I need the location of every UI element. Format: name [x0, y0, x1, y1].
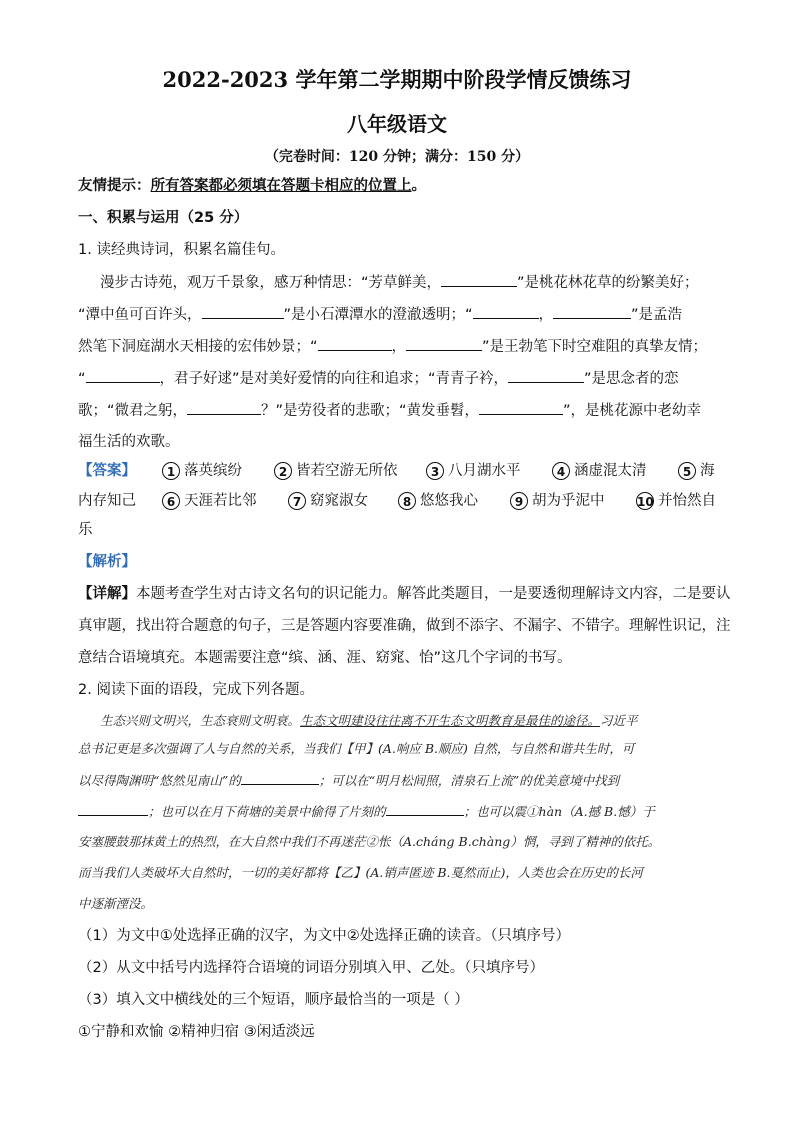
- section-heading: 一、积累与运用（25 分）: [78, 210, 249, 226]
- answer-blank[interactable]: [553, 304, 631, 319]
- answer-item-4: 4 涵虚混太清: [552, 461, 647, 481]
- answer-item-7: 7 窈窕淑女: [288, 491, 368, 511]
- answer-item-3: 3 八月湖水平: [426, 461, 521, 481]
- exam-info: （完卷时间：120 分钟；满分：150 分）: [264, 149, 530, 165]
- detail-line-1: 【详解】本题考查学生对古诗文名句的识记能力。解答此类题目，一是要透彻理解诗文内容，二是要认: [78, 586, 731, 602]
- passage-line-6: 而当我们人类破坏大自然时，一切的美好都将【乙】(A.销声匿迹 B.戛然而止)，人类也会在历史的长河: [78, 865, 643, 880]
- sub-question-2: （2）从文中括号内选择符合语境的词语分别填入甲、乙处。（只填序号）: [78, 960, 544, 976]
- passage-line-1: 生态兴则文明兴，生态衰则文明衰。生态文明建设往往离不开生态文明教育是最佳的途径。习近平: [100, 713, 638, 728]
- answer-blank[interactable]: [406, 336, 482, 351]
- passage-line-4: ；也可以在月下荷塘的美景中偷得了片刻的 ；也可以震①hàn（A.撼 B.憾）于: [78, 801, 718, 822]
- passage-line-3: 以尽得陶渊明“悠然见南山”的 ；可以在“明月松间照，清泉石上流”的优美意境中找到: [78, 770, 718, 791]
- answer-item-1: 1 落英缤纷: [162, 461, 242, 481]
- passage-line-2: 总书记更是多次强调了人与自然的关系，当我们【甲】(A.响应 B.顺应) 自然，与自然和谐共生时，可: [78, 741, 635, 756]
- answer-item-5: 5 海: [678, 461, 715, 481]
- underlined-sentence: 生态文明建设往往离不开生态文明教育是最佳的途径。: [300, 713, 601, 728]
- q1-line-2: “潭中鱼可百许头， ”是小石潭潭水的澄澈透明；“ ， ”是孟浩: [78, 304, 718, 325]
- passage-line-5: 安塞腰鼓那抹黄土的热烈，在大自然中我们不再迷茫②怅（A.cháng B.chàng）惘，寻到了精神的依托。: [78, 834, 661, 849]
- answer-blank[interactable]: [78, 801, 148, 816]
- passage-line-7: 中逐渐湮没。: [78, 896, 154, 911]
- answer-blank[interactable]: [202, 304, 284, 319]
- answer-item-8: 8 悠悠我心: [398, 491, 478, 511]
- detail-line-2: 真审题，找出符合题意的句子，三是答题内容要准确，做到不添字、不漏字、不错字。理解性识记，注: [78, 618, 731, 634]
- answer-item-10-cont: 乐: [78, 522, 93, 538]
- sub-question-3-options: ①宁静和欢愉 ②精神归宿 ③闲适淡远: [78, 1024, 315, 1040]
- answer-blank[interactable]: [508, 368, 584, 383]
- question-1-stem: 1. 读经典诗词，积累名篇佳句。: [78, 242, 285, 258]
- detail-line-3: 意结合语境填充。本题需要注意“缤、涵、涯、窈窕、怡”这几个字词的书写。: [78, 650, 572, 666]
- sub-question-3: （3）填入文中横线处的三个短语，顺序最恰当的一项是（ ）: [78, 992, 469, 1008]
- exam-title: 2022-2023 学年第二学期期中阶段学情反馈练习: [162, 67, 632, 92]
- answer-blank[interactable]: [187, 400, 261, 415]
- answer-blank[interactable]: [473, 304, 539, 319]
- exam-subtitle: 八年级语文: [347, 112, 447, 136]
- answer-blank[interactable]: [241, 770, 319, 785]
- q1-line-6: 福生活的欢歌。: [78, 434, 180, 450]
- notice-label: 友情提示：: [78, 178, 151, 194]
- notice: 友情提示：所有答案都必须填在答题卡相应的位置上。: [78, 178, 426, 194]
- q1-line-5: 歌；“微君之躬， ？”是劳役者的悲歌；“黄发垂髫， ”，是桃花源中老幼幸: [78, 400, 718, 421]
- q1-line-4: “ ，君子好逑”是对美好爱情的向往和追求；“青青子衿， ”是思念者的恋: [78, 368, 718, 389]
- answer-item-9: 9 胡为乎泥中: [510, 491, 605, 511]
- answer-item-5-cont: 内存知己: [78, 493, 136, 509]
- answer-blank[interactable]: [479, 400, 563, 415]
- sub-question-1: （1）为文中①处选择正确的汉字，为文中②处选择正确的读音。（只填序号）: [78, 928, 570, 944]
- answer-label: 【答案】: [78, 463, 136, 479]
- answer-blank[interactable]: [441, 272, 517, 287]
- q1-line-3: 然笔下洞庭湖水天相接的宏伟妙景；“ ， ”是王勃笔下时空难阻的真挚友情；: [78, 336, 718, 357]
- question-2-stem: 2. 阅读下面的语段，完成下列各题。: [78, 682, 314, 698]
- answer-blank[interactable]: [318, 336, 392, 351]
- answer-item-10: 10 并怡然自: [637, 493, 716, 509]
- notice-text: 所有答案都必须填在答题卡相应的位置上: [150, 178, 412, 194]
- answer-blank[interactable]: [386, 801, 464, 816]
- answer-item-6: 6 天涯若比邻: [162, 491, 257, 511]
- q1-line-1: 漫步古诗苑，观万千景象，感万种情思：“芳草鲜美， ”是桃花林花草的纷繁美好；: [100, 272, 740, 293]
- analysis-label: 【解析】: [78, 554, 136, 570]
- answer-item-2: 2 皆若空游无所依: [274, 461, 398, 481]
- answer-blank[interactable]: [86, 368, 160, 383]
